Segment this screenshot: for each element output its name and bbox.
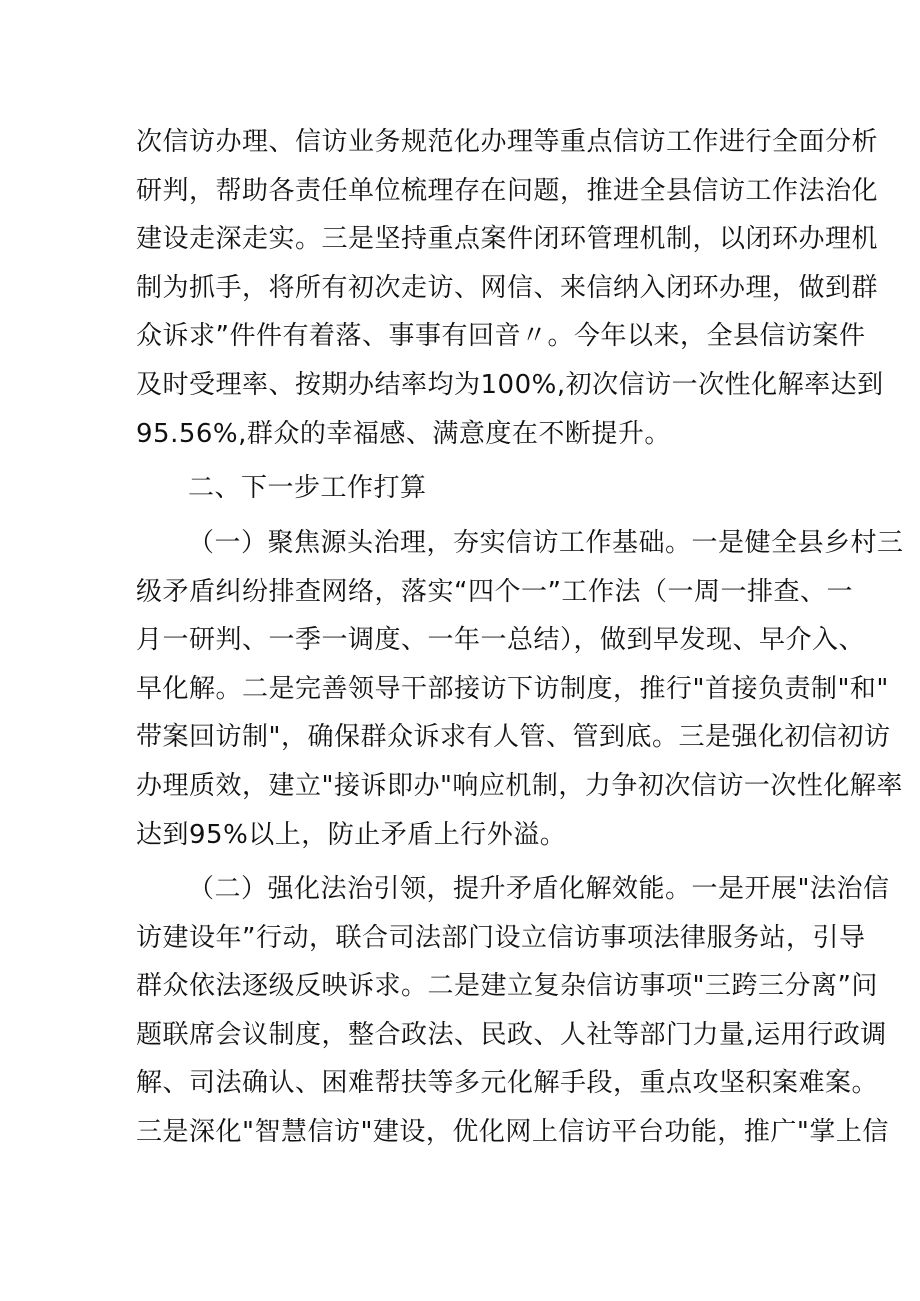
- paragraph-line: 群众依法逐级反映诉求。二是建立复杂信访事项"三跨三分离”问: [136, 971, 878, 1002]
- paragraph-line: （一）聚焦源头治理，夯实信访工作基础。一是健全县乡村三: [188, 528, 904, 558]
- paragraph-rule-of-law: [136, 865, 890, 1157]
- paragraph-line: 及时受理率、按期办结率均为100%,初次信访一次性化解率达到: [136, 369, 884, 400]
- paragraph-line: 制为抓手，将所有初次走访、网信、来信纳入闭环办理，做到群: [136, 272, 879, 303]
- paragraph-line: 众诉求”件件有着落、事事有回音〃。今年以来，全县信访案件: [136, 321, 866, 352]
- paragraph-line: 次信访办理、信访业务规范化办理等重点信访工作进行全面分析: [136, 127, 879, 157]
- paragraph-line: 早化解。二是完善领导干部接访下访制度，推行"首接负责制"和": [136, 673, 889, 704]
- paragraph-source-governance: [136, 519, 904, 859]
- paragraph-line: 带案回访制"，确保群众诉求有人管、管到底。三是强化初信初访: [136, 722, 891, 753]
- paragraph-line: （二）强化法治引领，提升矛盾化解效能。一是开展"法治信: [188, 874, 890, 904]
- paragraph-line: 研判，帮助各责任单位梳理存在问题，推进全县信访工作法治化: [136, 175, 879, 206]
- paragraph-line: 解、司法确认、困难帮扶等多元化解手段，重点攻坚积案难案。: [136, 1068, 879, 1099]
- paragraph-line: 题联席会议制度，整合政法、民政、人社等部门力量,运用行政调: [136, 1019, 887, 1050]
- paragraph-line: 月一研判、一季一调度、一年一总结），做到早发现、早介入、: [136, 625, 866, 656]
- paragraph-line: 95.56%,群众的幸福感、满意度在不断提升。: [136, 418, 671, 449]
- paragraph-line: 三是深化"智慧信访"建设，优化网上信访平台功能，推广"掌上信: [136, 1116, 889, 1147]
- section-heading-block: [136, 464, 796, 513]
- paragraph-summary: [136, 118, 884, 458]
- paragraph-line: 达到95%以上，防止矛盾上行外溢。: [136, 819, 567, 850]
- paragraph-line: 级矛盾纠纷排查网络，落实“四个一”工作法（一周一排查、一: [136, 576, 853, 607]
- section-heading: 二、下一步工作打算: [188, 473, 427, 503]
- paragraph-line: 办理质效，建立"接诉即办"响应机制，力争初次信访一次性化解率: [136, 770, 903, 801]
- paragraph-line: 访建设年”行动，联合司法部门设立信访事项法律服务站，引导: [136, 922, 866, 953]
- paragraph-line: 建设走深走实。三是坚持重点案件闭环管理机制，以闭环办理机: [136, 224, 879, 255]
